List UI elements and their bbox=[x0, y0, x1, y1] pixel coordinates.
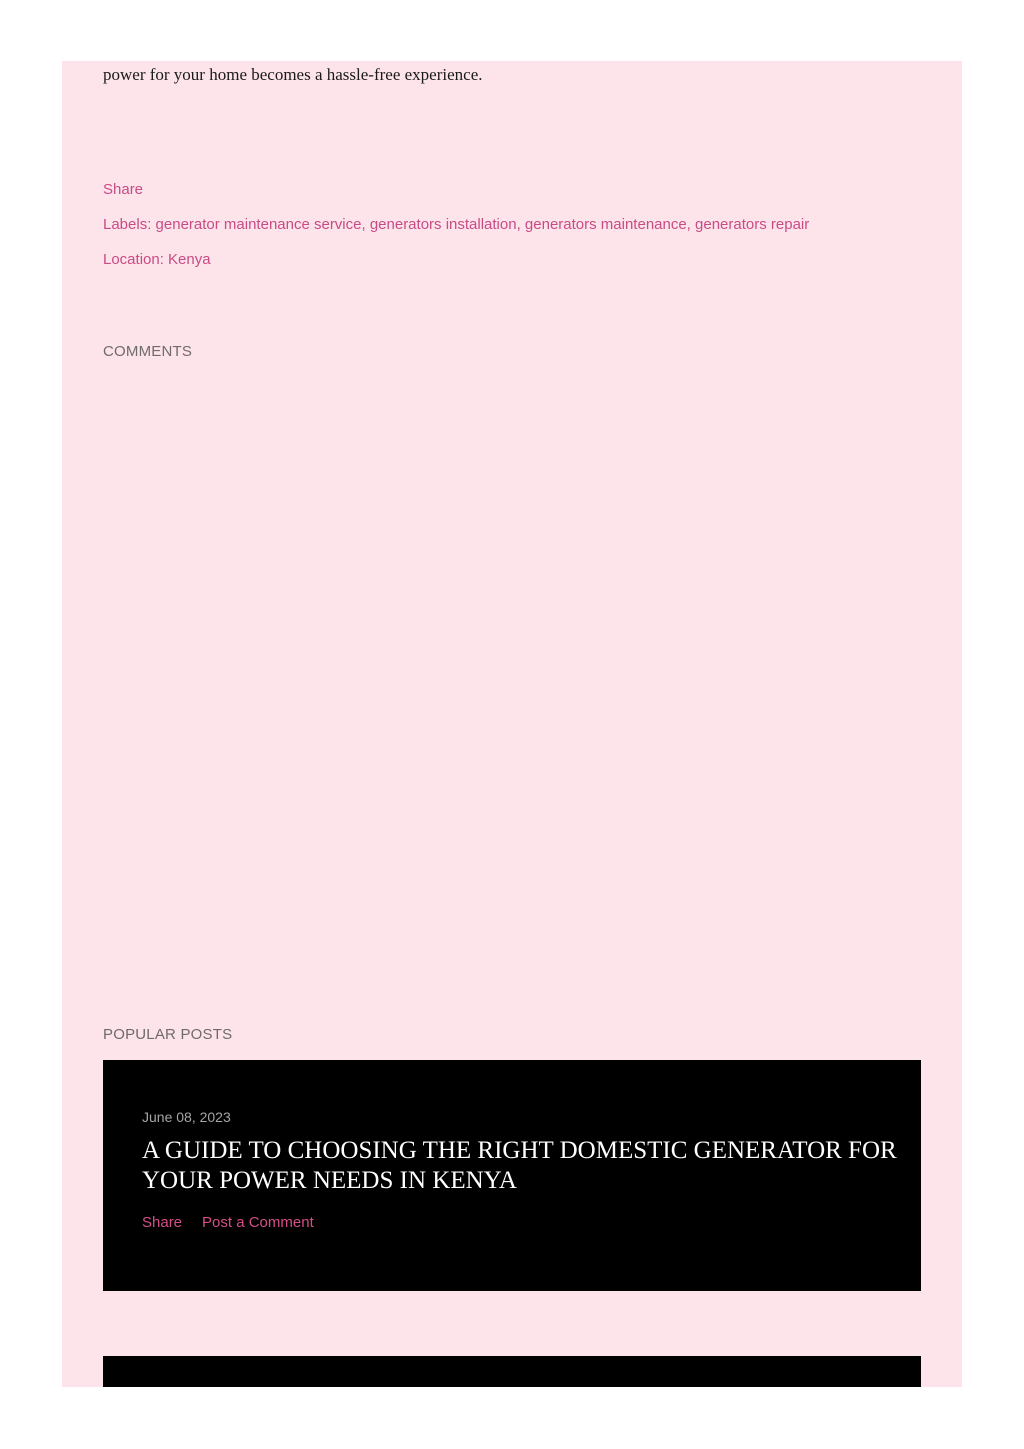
post-date: June 08, 2023 bbox=[142, 1109, 231, 1125]
post-actions bbox=[142, 1214, 314, 1231]
post-labels-link[interactable]: Labels: generator maintenance service, generators installation, generators maintenance, generators repair bbox=[103, 216, 810, 233]
article-closing-text: power for your home becomes a hassle-free experience. bbox=[103, 65, 483, 84]
popular-posts-heading: POPULAR POSTS bbox=[103, 1026, 233, 1043]
popular-post-card[interactable] bbox=[103, 1060, 921, 1291]
share-link[interactable]: Share bbox=[103, 181, 144, 198]
blog-post-container bbox=[62, 61, 962, 1387]
post-location-link[interactable]: Location: Kenya bbox=[103, 251, 211, 268]
post-share-button[interactable]: Share bbox=[142, 1214, 183, 1231]
popular-post-card-next[interactable] bbox=[103, 1356, 921, 1387]
comments-heading: COMMENTS bbox=[103, 343, 193, 360]
post-comment-link[interactable]: Post a Comment bbox=[202, 1214, 314, 1231]
post-title-link[interactable]: A GUIDE TO CHOOSING THE RIGHT DOMESTIC GENERATOR FOR YOUR POWER NEEDS IN KENYA bbox=[142, 1137, 897, 1194]
